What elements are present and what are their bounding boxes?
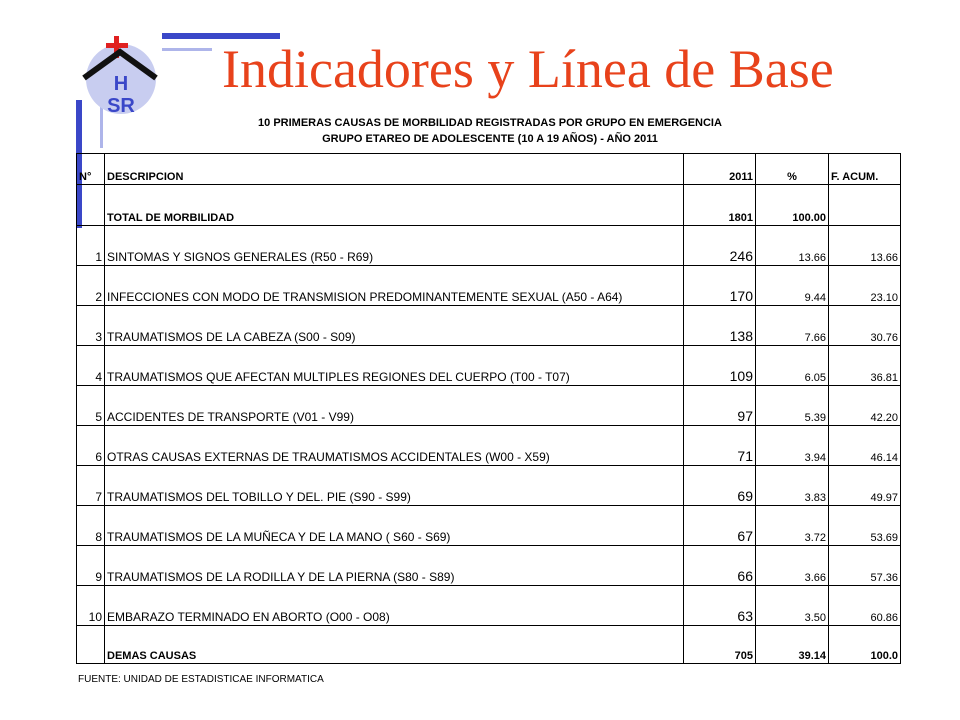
table-row <box>77 586 901 626</box>
source-note: FUENTE: UNIDAD DE ESTADISTICAE INFORMATICA <box>78 674 324 685</box>
header-pct: % <box>756 154 829 185</box>
row-pct: 3.72 <box>756 506 829 546</box>
row-desc: ACCIDENTES DE TRANSPORTE (V01 - V99) <box>105 386 684 426</box>
row-value: 97 <box>684 386 756 426</box>
total-row <box>77 185 901 226</box>
total-pct: 100.00 <box>756 185 829 226</box>
row-pct: 3.94 <box>756 426 829 466</box>
others-desc: DEMAS CAUSAS <box>105 626 684 664</box>
row-n: 8 <box>77 506 105 546</box>
table-header-row <box>77 154 901 185</box>
others-value: 705 <box>684 626 756 664</box>
row-acum: 57.36 <box>829 546 901 586</box>
row-value: 67 <box>684 506 756 546</box>
table-row <box>77 306 901 346</box>
row-value: 63 <box>684 586 756 626</box>
row-value: 138 <box>684 306 756 346</box>
row-acum: 49.97 <box>829 466 901 506</box>
row-desc: SINTOMAS Y SIGNOS GENERALES (R50 - R69) <box>105 226 684 266</box>
total-n <box>77 185 105 226</box>
svg-text:SR: SR <box>107 95 135 117</box>
header-year: 2011 <box>684 154 756 185</box>
total-value: 1801 <box>684 185 756 226</box>
row-n: 6 <box>77 426 105 466</box>
table-subtitle-1: 10 PRIMERAS CAUSAS DE MORBILIDAD REGISTRADAS POR GRUPO EN EMERGENCIA <box>258 117 722 129</box>
header-n: N° <box>77 154 105 185</box>
header-acum: F. ACUM. <box>829 154 901 185</box>
svg-text:H: H <box>113 73 129 95</box>
row-desc: OTRAS CAUSAS EXTERNAS DE TRAUMATISMOS ACCIDENTALES (W00 - X59) <box>105 426 684 466</box>
row-desc: EMBARAZO TERMINADO EN ABORTO (O00 - O08) <box>105 586 684 626</box>
table-row <box>77 426 901 466</box>
row-acum: 23.10 <box>829 266 901 306</box>
row-pct: 3.66 <box>756 546 829 586</box>
row-value: 69 <box>684 466 756 506</box>
row-n: 2 <box>77 266 105 306</box>
row-desc: TRAUMATISMOS QUE AFECTAN MULTIPLES REGIONES DEL CUERPO (T00 - T07) <box>105 346 684 386</box>
row-value: 66 <box>684 546 756 586</box>
row-n: 10 <box>77 586 105 626</box>
table-row <box>77 466 901 506</box>
row-acum: 53.69 <box>829 506 901 546</box>
others-n <box>77 626 105 664</box>
row-value: 246 <box>684 226 756 266</box>
row-acum: 36.81 <box>829 346 901 386</box>
others-acum: 100.0 <box>829 626 901 664</box>
row-pct: 7.66 <box>756 306 829 346</box>
table-row <box>77 266 901 306</box>
row-value: 109 <box>684 346 756 386</box>
row-desc: TRAUMATISMOS DEL TOBILLO Y DEL. PIE (S90 - S99) <box>105 466 684 506</box>
row-acum: 30.76 <box>829 306 901 346</box>
row-desc: TRAUMATISMOS DE LA CABEZA (S00 - S09) <box>105 306 684 346</box>
row-n: 3 <box>77 306 105 346</box>
row-n: 1 <box>77 226 105 266</box>
total-desc: TOTAL DE MORBILIDAD <box>105 185 684 226</box>
table-row <box>77 346 901 386</box>
row-value: 170 <box>684 266 756 306</box>
others-row <box>77 626 901 664</box>
row-n: 7 <box>77 466 105 506</box>
table-row <box>77 506 901 546</box>
row-acum: 60.86 <box>829 586 901 626</box>
header-desc: DESCRIPCION <box>105 154 684 185</box>
row-pct: 5.39 <box>756 386 829 426</box>
table-row <box>77 386 901 426</box>
row-acum: 13.66 <box>829 226 901 266</box>
row-n: 5 <box>77 386 105 426</box>
row-acum: 46.14 <box>829 426 901 466</box>
row-pct: 13.66 <box>756 226 829 266</box>
table-row <box>77 226 901 266</box>
row-n: 9 <box>77 546 105 586</box>
row-n: 4 <box>77 346 105 386</box>
row-desc: TRAUMATISMOS DE LA MUÑECA Y DE LA MANO ( S60 - S69) <box>105 506 684 546</box>
row-pct: 6.05 <box>756 346 829 386</box>
table-subtitle-2: GRUPO ETAREO DE ADOLESCENTE (10 A 19 AÑOS) - AÑO 2011 <box>322 133 658 145</box>
hsr-logo <box>80 32 158 118</box>
morbidity-table <box>76 153 901 664</box>
row-desc: TRAUMATISMOS DE LA RODILLA Y DE LA PIERNA (S80 - S89) <box>105 546 684 586</box>
slide-title: Indicadores y Línea de Base <box>222 39 834 99</box>
row-pct: 9.44 <box>756 266 829 306</box>
row-desc: INFECCIONES CON MODO DE TRANSMISION PREDOMINANTEMENTE SEXUAL (A50 - A64) <box>105 266 684 306</box>
row-pct: 3.50 <box>756 586 829 626</box>
table-row <box>77 546 901 586</box>
row-value: 71 <box>684 426 756 466</box>
decor-bar-top-light <box>162 48 212 51</box>
others-pct: 39.14 <box>756 626 829 664</box>
row-acum: 42.20 <box>829 386 901 426</box>
total-acum <box>829 185 901 226</box>
row-pct: 3.83 <box>756 466 829 506</box>
